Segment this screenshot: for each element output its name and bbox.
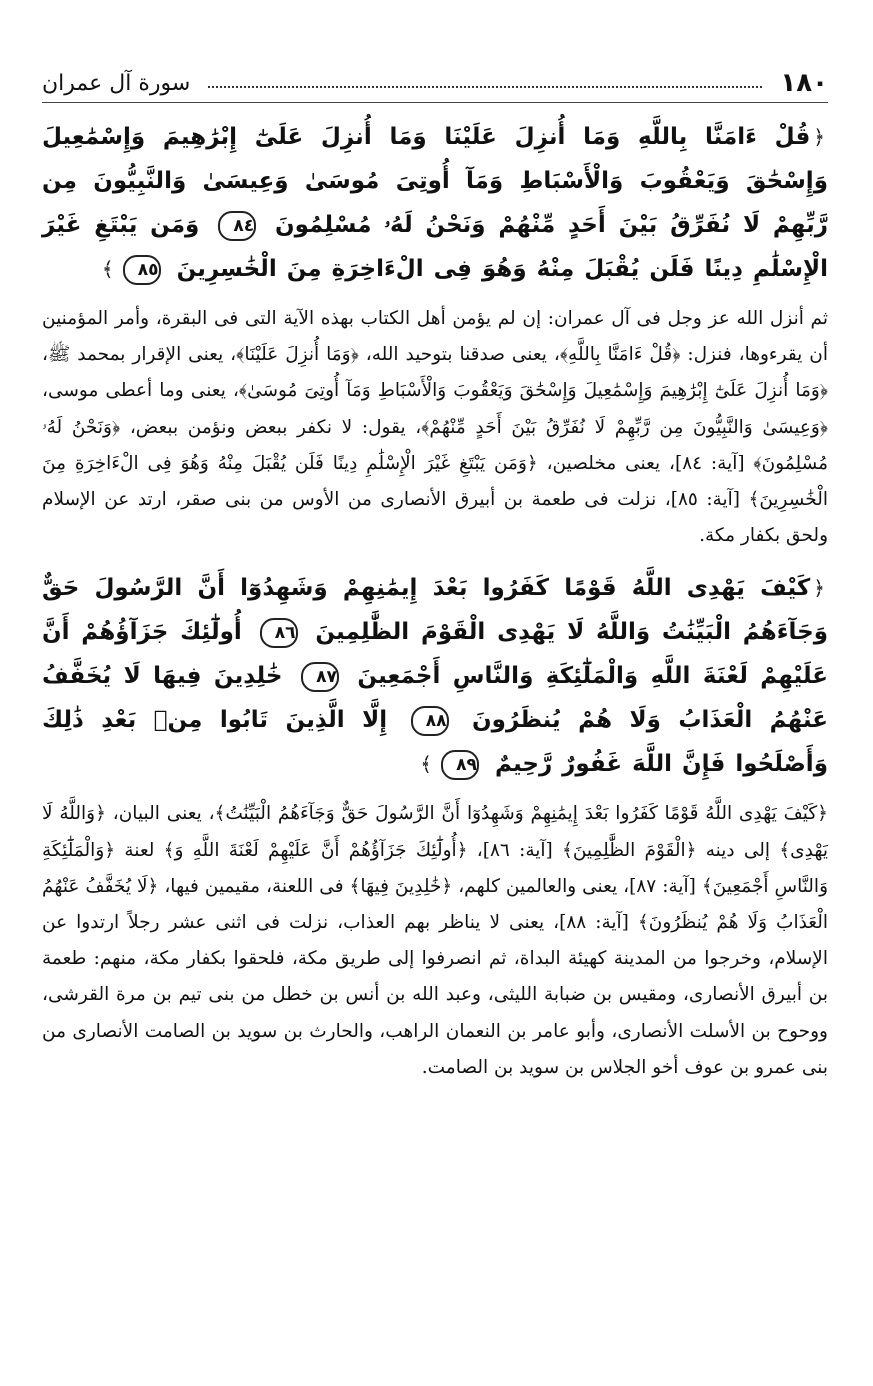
surah-title: سورة آل عمران	[42, 71, 191, 96]
page-number: ١٨٠	[780, 68, 828, 98]
tafsir-paragraph-1: ثم أنزل الله عز وجل فى آل عمران: إن لم يؤمن أهل الكتاب بهذه الآية التى فى البقرة، وأمر المؤمنين أن يقرءوها، فنزل: ﴿قُلْ ءَامَنَّا بِاللَّهِ﴾، يعنى صدقنا بتوحيد الله، ﴿وَمَا أُنزِلَ عَلَيْنَا﴾، يعنى الإقرار بمحمد ﷺ، ﴿وَمَا أُنزِلَ عَلَىٰٓ إِبْرَٰهِيمَ وَإِسْمَٰعِيلَ وَإِسْحَٰقَ وَيَعْقُوبَ وَالْأَسْبَاطِ وَمَآ أُوتِىَ مُوسَىٰ﴾، يعنى وما أعطى موسى، ﴿وَعِيسَىٰ وَالنَّبِيُّونَ مِن رَّبِّهِمْ لَا نُفَرِّقُ بَيْنَ أَحَدٍ مِّنْهُمْ﴾، يقول: لا نكفر ببعض ونؤمن ببعض، ﴿وَنَحْنُ لَهُۥ مُسْلِمُونَ﴾ [آية: ٨٤]، يعنى مخلصين، ﴿وَمَن يَبْتَغِ غَيْرَ الْإِسْلَٰمِ دِينًا فَلَن يُقْبَلَ مِنْهُ وَهُوَ فِى الْءَاخِرَةِ مِنَ الْخَٰسِرِينَ﴾ [آية: ٨٥]، نزلت فى طعمة بن أبيرق الأنصارى من الأوس من بنى صقر، ارتد عن الإسلام ولحق بكفار مكة.	[42, 308, 828, 547]
verse-number-marker: ٨٩	[441, 750, 479, 780]
ornate-bracket-open: ﴿	[813, 125, 825, 149]
verse-text-86: كَيْفَ يَهْدِى اللَّهُ قَوْمًا كَفَرُوا بَعْدَ إِيمَٰنِهِمْ وَشَهِدُوٓا أَنَّ الرَّسُولَ حَقٌّ وَجَآءَهُمُ الْبَيِّنَٰتُ وَاللَّهُ لَا يَهْدِى الْقَوْمَ الظَّٰلِمِينَ	[42, 575, 829, 646]
verse-text-88: خَٰلِدِينَ فِيهَا لَا يُخَفَّفُ عَنْهُمُ الْعَذَابُ وَلَا هُمْ يُنظَرُونَ	[42, 663, 828, 734]
ornate-bracket-close: ﴾	[420, 752, 432, 777]
verse-number-marker: ٨٥	[123, 255, 161, 285]
verse-text-85: وَمَن يَبْتَغِ غَيْرَ الْإِسْلَٰمِ دِينًا فَلَن يُقْبَلَ مِنْهُ وَهُوَ فِى الْءَاخِرَةِ مِنَ الْخَٰسِرِينَ	[42, 212, 828, 282]
book-page	[42, 58, 828, 1098]
verse-number-marker: ٨٦	[260, 618, 298, 648]
verse-text-84: قُلْ ءَامَنَّا بِاللَّهِ وَمَا أُنزِلَ عَلَيْنَا وَمَا أُنزِلَ عَلَىٰٓ إِبْرَٰهِيمَ وَإِسْمَٰعِيلَ وَإِسْحَٰقَ وَيَعْقُوبَ وَالْأَسْبَاطِ وَمَآ أُوتِىَ مُوسَىٰ وَعِيسَىٰ وَالنَّبِيُّونَ مِن رَّبِّهِمْ لَا نُفَرِّقُ بَيْنَ أَحَدٍ مِّنْهُمْ وَنَحْنُ لَهُۥ مُسْلِمُونَ	[42, 124, 828, 238]
ornate-bracket-close: ﴾	[101, 257, 114, 281]
quran-verses-84-85	[42, 115, 828, 291]
quran-verses-86-89	[42, 566, 828, 786]
tafsir-paragraph-2: ﴿كَيْفَ يَهْدِى اللَّهُ قَوْمًا كَفَرُوا بَعْدَ إِيمَٰنِهِمْ وَشَهِدُوٓا أَنَّ الرَّسُولَ حَقٌّ وَجَآءَهُمُ الْبَيِّنَٰتُ﴾، يعنى البيان، ﴿وَاللَّهُ لَا يَهْدِى﴾ إلى دينه ﴿الْقَوْمَ الظَّٰلِمِينَ﴾ [آية: ٨٦]، ﴿أُولَٰٓئِكَ جَزَآؤُهُمْ أَنَّ عَلَيْهِمْ لَعْنَةَ اللَّهِ وَ﴾ لعنة ﴿وَالْمَلَٰٓئِكَةِ وَالنَّاسِ أَجْمَعِينَ﴾ [آية: ٨٧]، يعنى والعالمين كلهم، ﴿خَٰلِدِينَ فِيهَا﴾ فى اللعنة، مقيمين فيها، ﴿لَا يُخَفَّفُ عَنْهُمُ الْعَذَابُ وَلَا هُمْ يُنظَرُونَ﴾ [آية: ٨٨]، يعنى لا يناظر بهم العذاب، نزلت فى اثنى عشر رجلاً ارتدوا عن الإسلام، وخرجوا من المدينة كهيئة البداة، ثم انصرفوا إلى طريق مكة، فلحقوا بكفار مكة، منهم: طعمة بن أبيرق الأنصارى، ومقيس بن ضبابة الليثى، وعبد الله بن أنس بن خطل من بنى تيم بن مرة القرشى، ووحوح بن الأسلت الأنصارى، وأبو عامر بن النعمان الراهب، والحارث بن سويد بن الصامت الأنصارى من بنى عمرو بن عوف أخو الجلاس بن سويد بن الصامت.	[42, 803, 829, 1078]
verse-text-87: أُولَٰٓئِكَ جَزَآؤُهُمْ أَنَّ عَلَيْهِمْ لَعْنَةَ اللَّهِ وَالْمَلَٰٓئِكَةِ وَالنَّاسِ أَجْمَعِينَ	[42, 619, 828, 690]
header-dotted-leader	[208, 85, 762, 88]
verse-number-marker: ٨٤	[218, 211, 256, 241]
verse-number-marker: ٨٧	[301, 662, 339, 692]
verse-text-89: إِلَّا الَّذِينَ تَابُوا مِنۢ بَعْدِ ذَٰلِكَ وَأَصْلَحُوا فَإِنَّ اللَّهَ غَفُورٌ رَّحِيمٌ	[42, 707, 828, 778]
ornate-bracket-open: ﴿	[813, 576, 825, 601]
verse-number-marker: ٨٨	[411, 706, 449, 736]
page-header	[42, 58, 828, 103]
